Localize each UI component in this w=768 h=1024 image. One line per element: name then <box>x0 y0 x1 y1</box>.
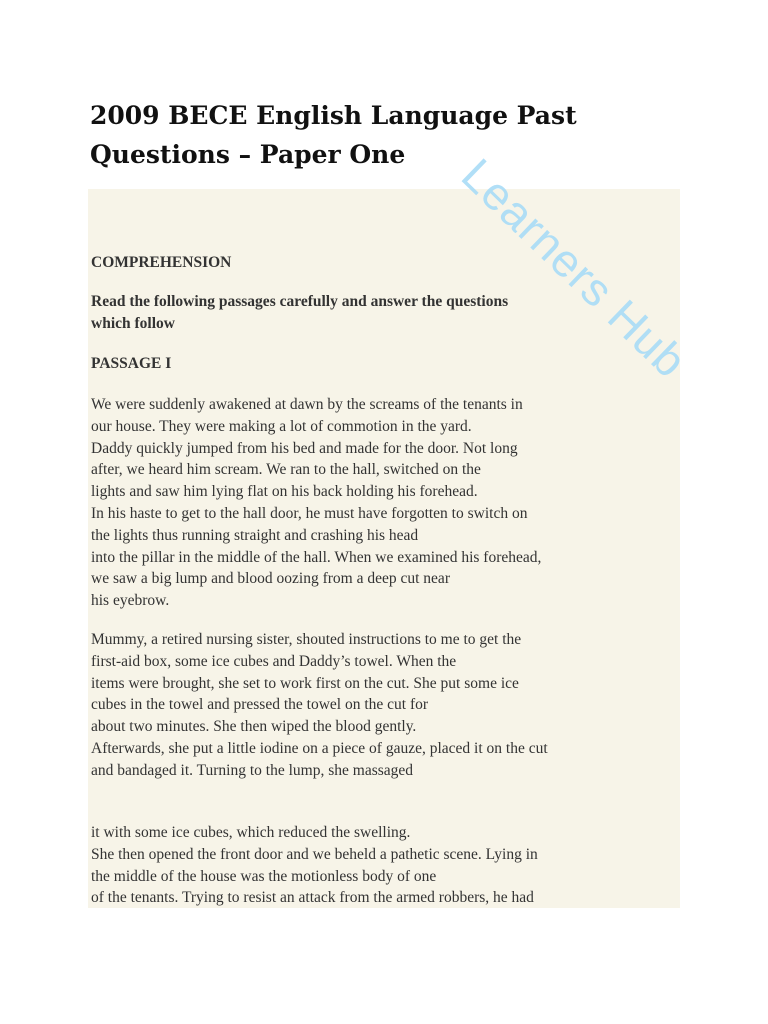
text-line: into the pillar in the middle of the hall. When we examined his forehead, <box>91 548 542 566</box>
text-line: and bandaged it. Turning to the lump, she massaged <box>91 761 414 779</box>
passage-heading: PASSAGE I <box>91 355 172 372</box>
text-line: about two minutes. She then wiped the blood gently. <box>91 718 417 736</box>
document-title <box>90 96 610 174</box>
text-line: his eyebrow. <box>91 592 170 610</box>
text-line: items were brought, she set to work first on the cut. She put some ice <box>91 674 519 692</box>
text-line: lights and saw him lying flat on his back holding his forehead. <box>91 483 478 501</box>
text-line: Daddy quickly jumped from his bed and made for the door. Not long <box>91 439 518 457</box>
title-line: 2009 BECE English Language Past <box>90 101 577 130</box>
text-line: the lights thus running straight and crashing his head <box>91 526 419 544</box>
text-line: after, we heard him scream. We ran to the hall, switched on the <box>91 461 481 479</box>
text-line: first-aid box, some ice cubes and Daddy’s towel. When the <box>91 652 457 670</box>
text-line: Afterwards, she put a little iodine on a piece of gauze, placed it on the cut <box>91 739 548 757</box>
text-line: Mummy, a retired nursing sister, shouted instructions to me to get the <box>91 631 522 648</box>
watermark-logo: Learners Hub <box>451 148 698 388</box>
text-line: In his haste to get to the hall door, he must have forgotten to switch on <box>91 504 528 522</box>
text-line: it with some ice cubes, which reduced the swelling. <box>91 824 411 841</box>
text-line: We were suddenly awakened at dawn by the screams of the tenants in <box>91 396 523 413</box>
text-line: of the tenants. Trying to resist an attack from the armed robbers, he had <box>91 889 534 907</box>
paragraph-3 <box>91 822 538 909</box>
paragraph-1 <box>91 394 541 612</box>
text-line: we saw a big lump and blood oozing from a deep cut near <box>91 570 450 588</box>
instruction-line: which follow <box>91 314 175 332</box>
text-line: the middle of the house was the motionless body of one <box>91 867 437 885</box>
section-heading: COMPREHENSION <box>91 254 232 271</box>
instructions <box>91 291 508 335</box>
text-line: cubes in the towel and pressed the towel on the cut for <box>91 696 429 714</box>
paragraph-2 <box>91 629 548 782</box>
text-line: our house. They were making a lot of commotion in the yard. <box>91 417 472 435</box>
instruction-line: Read the following passages carefully and answer the questions <box>91 293 509 310</box>
title-line: Questions – Paper One <box>90 140 406 169</box>
text-line: She then opened the front door and we beheld a pathetic scene. Lying in <box>91 845 538 863</box>
